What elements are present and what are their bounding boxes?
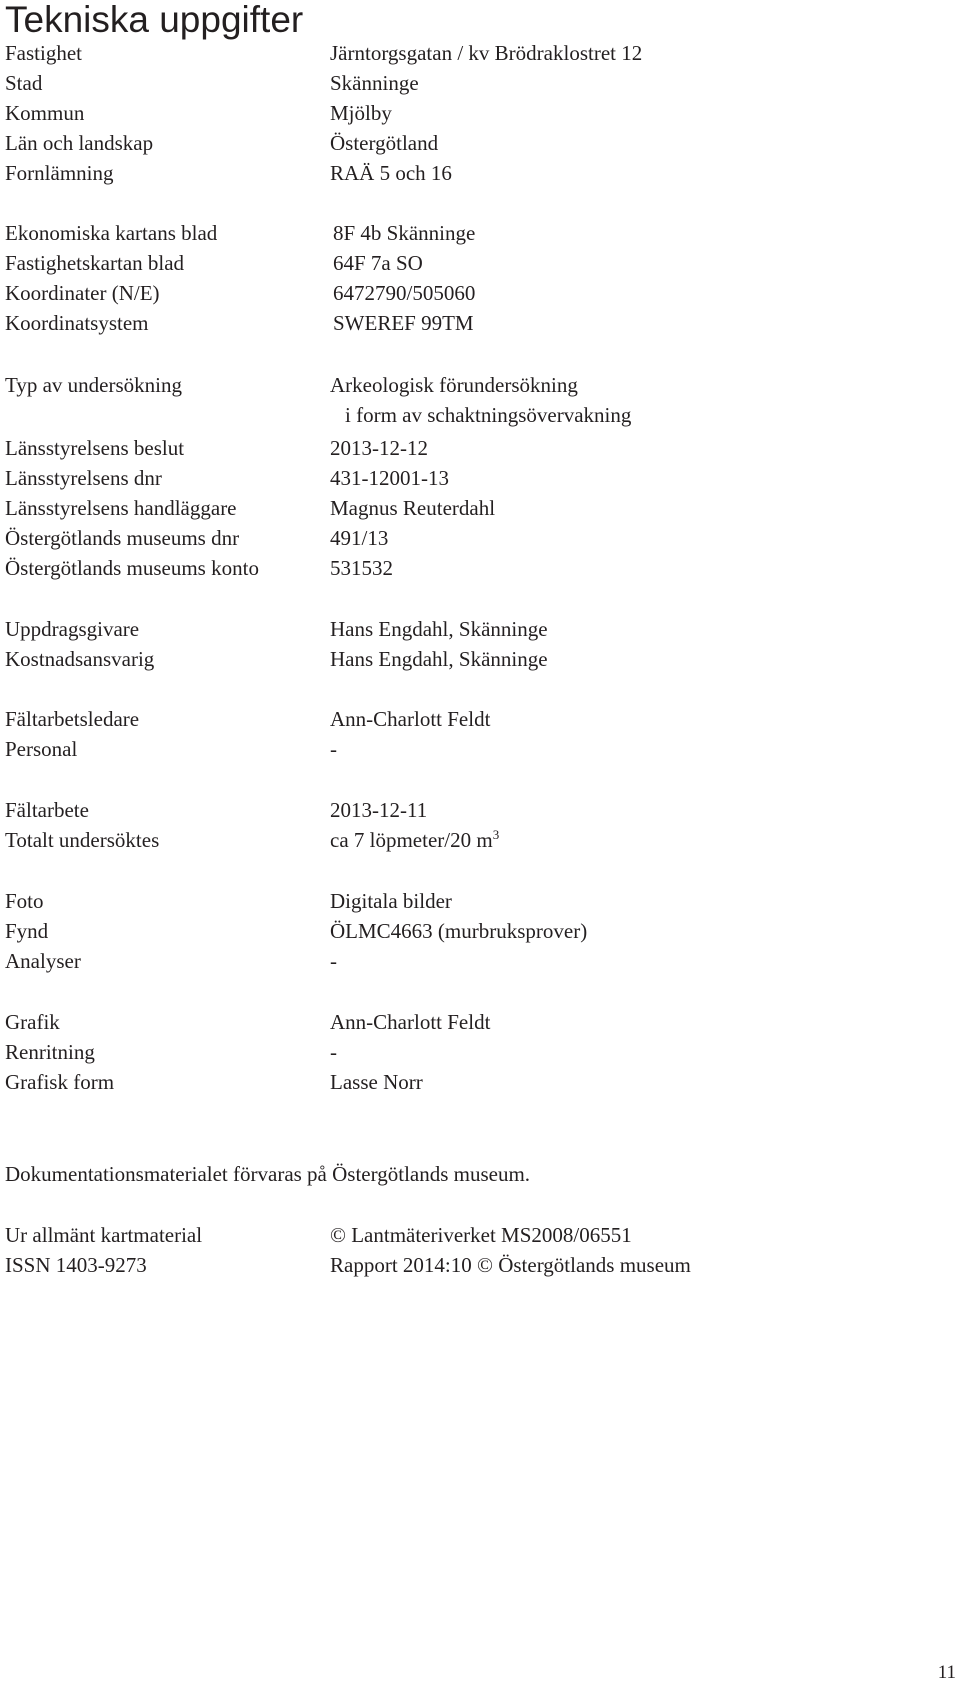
row-value: - bbox=[330, 737, 337, 761]
row-value: RAÄ 5 och 16 bbox=[330, 161, 452, 185]
info-row-museum-dnr bbox=[0, 523, 960, 553]
info-row-typ-continued bbox=[0, 400, 960, 430]
row-label: Fornlämning bbox=[5, 161, 114, 185]
row-label: Länsstyrelsens beslut bbox=[5, 436, 185, 460]
row-label: Renritning bbox=[5, 1040, 95, 1064]
superscript-unit: 3 bbox=[492, 827, 500, 842]
row-value: © Lantmäteriverket MS2008/06551 bbox=[330, 1223, 632, 1247]
row-label: Analyser bbox=[5, 949, 81, 973]
row-value: 431-12001-13 bbox=[330, 466, 449, 490]
row-value: - bbox=[330, 1040, 337, 1064]
row-label: Länsstyrelsens handläggare bbox=[5, 496, 237, 520]
row-value: Lasse Norr bbox=[330, 1070, 423, 1094]
info-row-foto bbox=[0, 886, 960, 916]
row-label: Stad bbox=[5, 71, 43, 95]
info-row-typ bbox=[0, 370, 960, 400]
row-label: Östergötlands museums konto bbox=[5, 556, 259, 580]
row-label: Fastighet bbox=[5, 41, 82, 65]
row-value: Digitala bilder bbox=[330, 889, 452, 913]
row-value: Östergötland bbox=[330, 131, 439, 155]
row-value: 531532 bbox=[330, 556, 393, 580]
info-row-lst-dnr bbox=[0, 463, 960, 493]
row-label: Fältarbetsledare bbox=[5, 707, 140, 731]
row-value: 2013-12-11 bbox=[330, 798, 428, 822]
row-label: Fältarbete bbox=[5, 798, 89, 822]
row-label: Kommun bbox=[5, 101, 85, 125]
row-label: Totalt undersöktes bbox=[5, 828, 160, 852]
info-row-fornlamning bbox=[0, 158, 960, 188]
row-value: - bbox=[330, 949, 337, 973]
info-row-kommun bbox=[0, 98, 960, 128]
row-value: 2013-12-12 bbox=[330, 436, 428, 460]
row-label: Uppdragsgivare bbox=[5, 617, 140, 641]
row-value: Ann-Charlott Feldt bbox=[330, 707, 491, 731]
row-label: Personal bbox=[5, 737, 78, 761]
info-row-fynd bbox=[0, 916, 960, 946]
row-label: Koordinatsystem bbox=[5, 311, 149, 335]
row-label: ISSN 1403-9273 bbox=[5, 1253, 147, 1277]
row-label: Län och landskap bbox=[5, 131, 154, 155]
info-row-handlaggare bbox=[0, 493, 960, 523]
info-row-stad bbox=[0, 68, 960, 98]
row-label: Östergötlands museums dnr bbox=[5, 526, 240, 550]
row-value: ÖLMC4663 (murbruksprover) bbox=[330, 919, 588, 943]
row-value: Ann-Charlott Feldt bbox=[330, 1010, 491, 1034]
info-row-koordinatsystem bbox=[0, 308, 960, 338]
page-title: Tekniska uppgifter bbox=[5, 0, 304, 40]
row-value: i form av schaktningsövervakning bbox=[345, 403, 632, 427]
info-row-uppdragsgivare bbox=[0, 614, 960, 644]
info-row-kartmaterial bbox=[0, 1220, 960, 1250]
row-value: 8F 4b Skänninge bbox=[333, 221, 476, 245]
info-row-analyser bbox=[0, 946, 960, 976]
row-value: 64F 7a SO bbox=[333, 251, 423, 275]
row-label: Foto bbox=[5, 889, 44, 913]
row-label: Koordinater (N/E) bbox=[5, 281, 160, 305]
dokumentation-text: Dokumentationsmaterialet förvaras på Östergötlands museum. bbox=[5, 1162, 531, 1186]
info-row-personal bbox=[0, 734, 960, 764]
row-value-text: ca 7 löpmeter/20 m bbox=[330, 828, 493, 852]
dokumentation-note bbox=[0, 1159, 960, 1189]
info-row-kostnadsansvarig bbox=[0, 644, 960, 674]
row-value bbox=[330, 825, 499, 858]
row-value: SWEREF 99TM bbox=[333, 311, 474, 335]
row-value: Arkeologisk förundersökning bbox=[330, 373, 578, 397]
row-value: Mjölby bbox=[330, 101, 392, 125]
info-row-faltarbetsledare bbox=[0, 704, 960, 734]
page-number: 11 bbox=[937, 1662, 956, 1683]
row-label: Fastighetskartan blad bbox=[5, 251, 185, 275]
row-label: Ekonomiska kartans blad bbox=[5, 221, 218, 245]
info-row-faltarbete bbox=[0, 795, 960, 825]
info-row-grafik bbox=[0, 1007, 960, 1037]
row-value: Rapport 2014:10 © Östergötlands museum bbox=[330, 1253, 691, 1277]
info-row-museum-konto bbox=[0, 553, 960, 583]
row-value: Järntorgsgatan / kv Brödraklostret 12 bbox=[330, 41, 643, 65]
row-label: Grafik bbox=[5, 1010, 60, 1034]
info-row-ekonomiska bbox=[0, 218, 960, 248]
row-value: Hans Engdahl, Skänninge bbox=[330, 647, 548, 671]
row-label: Ur allmänt kartmaterial bbox=[5, 1223, 203, 1247]
row-value: Skänninge bbox=[330, 71, 419, 95]
info-row-grafisk-form bbox=[0, 1067, 960, 1097]
row-label: Länsstyrelsens dnr bbox=[5, 466, 162, 490]
info-row-issn bbox=[0, 1250, 960, 1280]
row-value: 6472790/505060 bbox=[333, 281, 476, 305]
row-value: 491/13 bbox=[330, 526, 389, 550]
info-row-fastighet bbox=[0, 38, 960, 68]
info-row-koordinater bbox=[0, 278, 960, 308]
info-row-renritning bbox=[0, 1037, 960, 1067]
info-row-beslut bbox=[0, 433, 960, 463]
row-label: Grafisk form bbox=[5, 1070, 115, 1094]
row-value: Magnus Reuterdahl bbox=[330, 496, 496, 520]
row-label: Typ av undersökning bbox=[5, 373, 183, 397]
row-label: Kostnadsansvarig bbox=[5, 647, 155, 671]
row-value: Hans Engdahl, Skänninge bbox=[330, 617, 548, 641]
info-row-lan bbox=[0, 128, 960, 158]
info-row-fastighetskartan bbox=[0, 248, 960, 278]
info-row-totalt bbox=[0, 825, 960, 855]
row-label: Fynd bbox=[5, 919, 49, 943]
